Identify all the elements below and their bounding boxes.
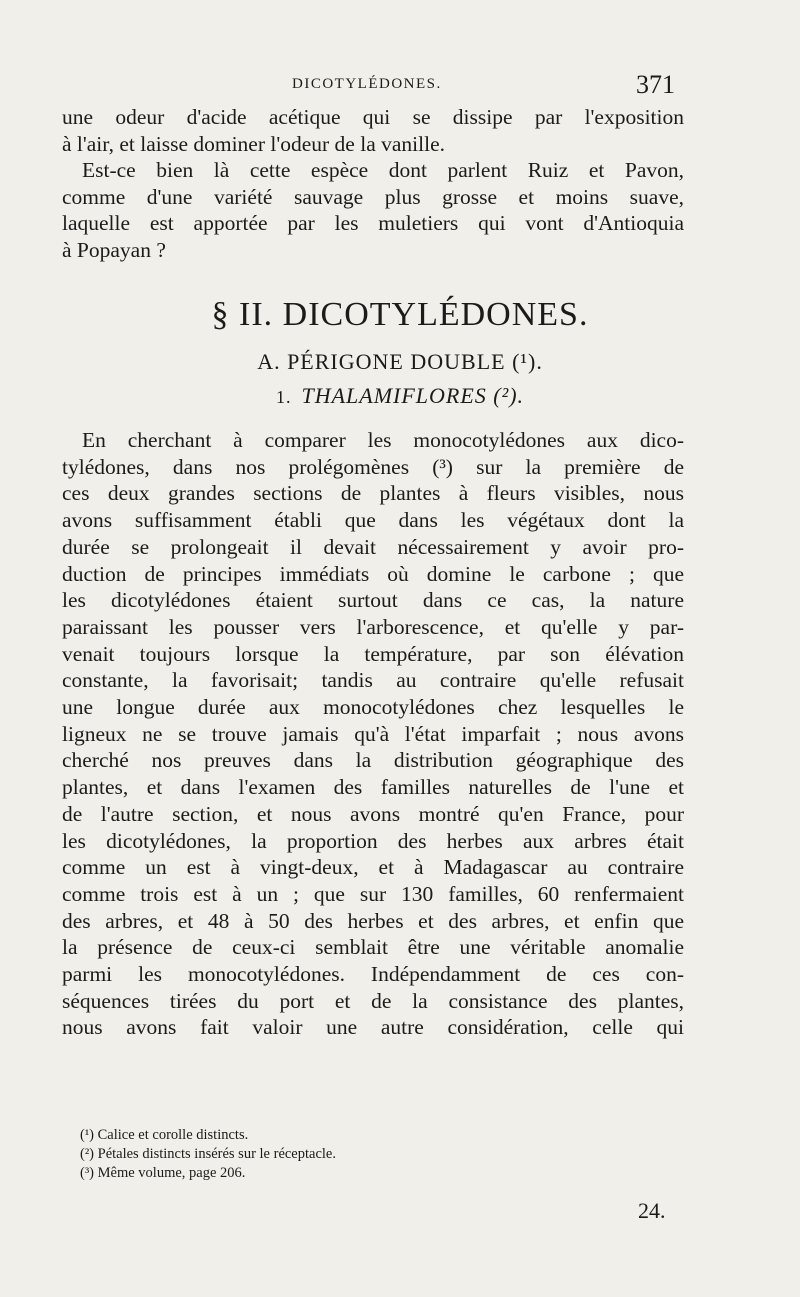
text-line: duction de principes immédiats où domine le carbone ; que xyxy=(62,561,684,586)
page-number: 371 xyxy=(636,70,675,99)
text-line: une longue durée aux monocotylédones chez lesquelles le xyxy=(62,695,684,720)
text-line: cherché nos preuves dans la distribution géographique des xyxy=(62,748,684,773)
text-line: durée se prolongeait il devait nécessairement y avoir pro- xyxy=(62,534,684,559)
text-line: à l'air, et laisse dominer l'odeur de la vanille. xyxy=(62,131,446,156)
subsubsection-label: THALAMIFLORES (²). xyxy=(301,383,525,408)
text-line: comme trois est à un ; que sur 130 familles, 60 renfermaient xyxy=(62,881,684,906)
signature-mark: 24. xyxy=(638,1198,666,1223)
intro-paragraph-2 xyxy=(62,157,684,263)
subsubsection-number: 1. xyxy=(275,387,292,407)
text-line: parmi les monocotylédones. Indépendamment de ces con- xyxy=(62,962,684,987)
subsubsection-title xyxy=(0,383,800,409)
text-line: Est-ce bien là cette espèce dont parlent Ruiz et Pavon, xyxy=(82,158,684,183)
text-line: comme d'une variété sauvage plus grosse et moins suave, xyxy=(62,184,684,209)
footnote: (²) Pétales distincts insérés sur le réceptacle. xyxy=(80,1146,336,1162)
text-line: laquelle est apportée par les muletiers qui vont d'Antioquia xyxy=(62,211,684,236)
footnotes xyxy=(80,1126,640,1183)
section-title: § II. DICOTYLÉDONES. xyxy=(211,296,589,333)
intro-paragraph-1 xyxy=(62,104,684,157)
text-line: En cherchant à comparer les monocotylédones aux dico- xyxy=(82,428,684,452)
footnote: (³) Même volume, page 206. xyxy=(80,1165,246,1181)
text-line: nous avons fait valoir une autre considération, celle qui xyxy=(62,1015,684,1040)
running-head: DICOTYLÉDONES. xyxy=(292,76,442,92)
intro-text xyxy=(62,104,684,264)
text-line: paraissant les pousser vers l'arborescence, et qu'elle y par- xyxy=(62,614,684,639)
text-line: séquences tirées du port et de la consistance des plantes, xyxy=(62,988,684,1013)
text-line: de l'autre section, et nous avons montré qu'en France, pour xyxy=(62,801,684,826)
text-line: les dicotylédones étaient surtout dans ce cas, la nature xyxy=(62,588,684,613)
text-line: plantes, et dans l'examen des familles naturelles de l'une et xyxy=(62,775,684,800)
footnote: (¹) Calice et corolle distincts. xyxy=(80,1127,249,1143)
text-line: constante, la favorisait; tandis au contraire qu'elle refusait xyxy=(62,668,684,693)
text-line: venait toujours lorsque la température, par son élévation xyxy=(62,641,684,666)
text-line: tylédones, dans nos prolégomènes (³) sur la première de xyxy=(62,454,684,479)
text-line: ligneux ne se trouve jamais qu'à l'état imparfait ; nous avons xyxy=(62,721,684,746)
text-line: des arbres, et 48 à 50 des herbes et des arbres, et enfin que xyxy=(62,908,684,933)
text-line: la présence de ceux-ci semblait être une véritable anomalie xyxy=(62,935,684,960)
main-paragraph xyxy=(62,427,684,1041)
text-line: une odeur d'acide acétique qui se dissipe par l'exposition xyxy=(62,105,684,129)
text-line: les dicotylédones, la proportion des herbes aux arbres était xyxy=(62,828,684,853)
text-line: comme un est à vingt-deux, et à Madagascar au contraire xyxy=(62,855,684,880)
page-header xyxy=(0,72,800,102)
subsection-title: A. PÉRIGONE DOUBLE (¹). xyxy=(257,349,543,374)
text-line: ces deux grandes sections de plantes à fleurs visibles, nous xyxy=(62,481,684,506)
text-line: avons suffisamment établi que dans les végétaux dont la xyxy=(62,508,684,533)
text-line: à Popayan ? xyxy=(62,237,166,262)
